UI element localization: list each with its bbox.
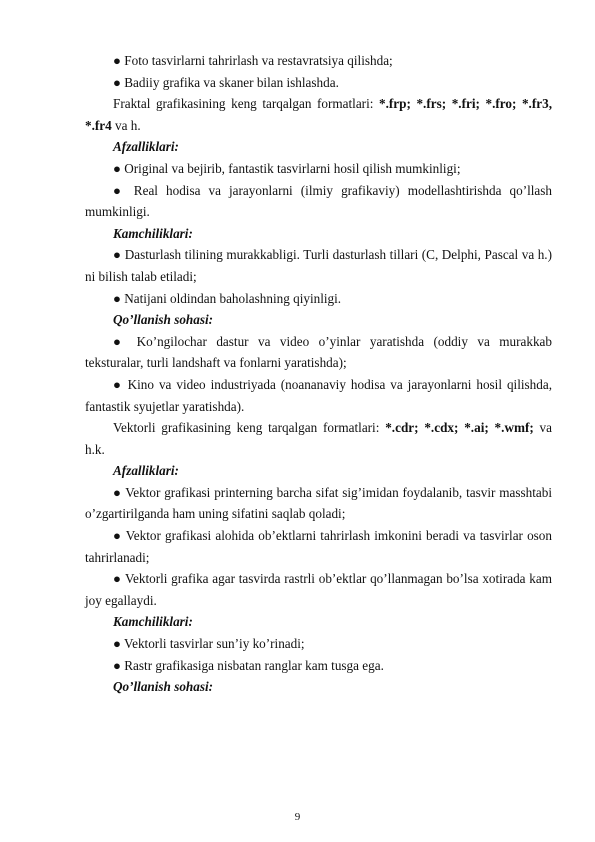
bullet-icon: ● bbox=[113, 333, 128, 349]
list-item: ● Badiiy grafika va skaner bilan ishlashda. bbox=[113, 74, 339, 90]
section-heading-usage: Qo’llanish sohasi: bbox=[113, 312, 214, 328]
bullet-icon: ● bbox=[113, 53, 121, 68]
list-item: ● Vektorli grafika agar tasvirda rastrli ob’ektlar qo’llanmagan bo’lsa xotirada kam joy egallaydi. bbox=[85, 571, 552, 608]
bullet-icon: ● bbox=[113, 484, 122, 500]
list-item: ● Natijani oldindan baholashning qiyinligi. bbox=[113, 290, 342, 306]
section-heading-usage: Qo’llanish sohasi: bbox=[113, 679, 214, 695]
fractal-formats-list: *.frp; *.frs; *.fri; *.fro; *.fr3, *.fr4 bbox=[85, 96, 552, 133]
vector-formats-paragraph: Vektorli grafikasining keng tarqalgan formatlari: *.cdr; *.cdx; *.ai; *.wmf; va h.k. bbox=[85, 420, 553, 457]
list-item: ● Real hodisa va jarayonlarni (ilmiy grafikaviy) modellashtirishda qo’llash mumkinligi. bbox=[85, 182, 553, 220]
bullet-icon: ● bbox=[113, 247, 122, 263]
section-heading-advantages: Afzalliklari: bbox=[113, 139, 179, 155]
list-item: ● Vektor grafikasi printerning barcha sifat sig’imidan foydalanib, tasvir masshtabi o’zgartirilganda ham uning sifatini saqlab qoladi; bbox=[85, 484, 553, 522]
vector-formats-list: *.cdr; *.cdx; *.ai; *.wmf; bbox=[385, 420, 534, 436]
list-item: ● Kino va video industriyada (noananaviy hodisa va jarayonlarni hosil qilishda, fantastik syujetlar yaratishda). bbox=[85, 376, 553, 414]
bullet-icon: ● bbox=[113, 657, 121, 673]
list-item: ● Ko’ngilochar dastur va video o’yinlar yaratishda (oddiy va murakkab teksturalar, turli landshaft va fonlarni yaratishda); bbox=[85, 333, 552, 371]
page-number: 9 bbox=[294, 811, 301, 823]
section-heading-advantages: Afzalliklari: bbox=[113, 463, 179, 479]
bullet-icon: ● bbox=[113, 290, 121, 306]
list-item: ● Original va bejirib, fantastik tasvirlarni hosil qilish mumkinligi; bbox=[113, 160, 461, 176]
list-item: ● Foto tasvirlarni tahrirlash va restavratsiya qilishda; bbox=[113, 53, 393, 68]
bullet-icon: ● bbox=[113, 376, 123, 392]
bullet-icon: ● bbox=[113, 74, 121, 90]
bullet-icon: ● bbox=[113, 182, 126, 198]
list-item: ● Vektor grafikasi alohida ob’ektlarni tahrirlash imkonini beradi va tasvirlar oson tahrirlanadi; bbox=[85, 528, 552, 565]
bullet-icon: ● bbox=[113, 571, 122, 587]
document-page bbox=[85, 50, 552, 698]
section-heading-disadvantages: Kamchiliklari: bbox=[113, 225, 193, 241]
list-item: ● Rastr grafikasiga nisbatan ranglar kam tusga ega. bbox=[113, 657, 384, 673]
bullet-icon: ● bbox=[113, 636, 121, 652]
list-item: ● Dasturlash tilining murakkabligi. Turli dasturlash tillari (C, Delphi, Pascal va h.) ni bilish talab etiladi; bbox=[85, 247, 552, 284]
bullet-icon: ● bbox=[113, 528, 122, 544]
list-item: ● Vektorli tasvirlar sun’iy ko’rinadi; bbox=[113, 636, 305, 652]
bullet-icon: ● bbox=[113, 160, 121, 176]
section-heading-disadvantages: Kamchiliklari: bbox=[113, 614, 193, 630]
fractal-formats-paragraph: Fraktal grafikasining keng tarqalgan formatlari: *.frp; *.frs; *.fri; *.fro; *.fr3, *.fr4 va h. bbox=[85, 96, 552, 133]
